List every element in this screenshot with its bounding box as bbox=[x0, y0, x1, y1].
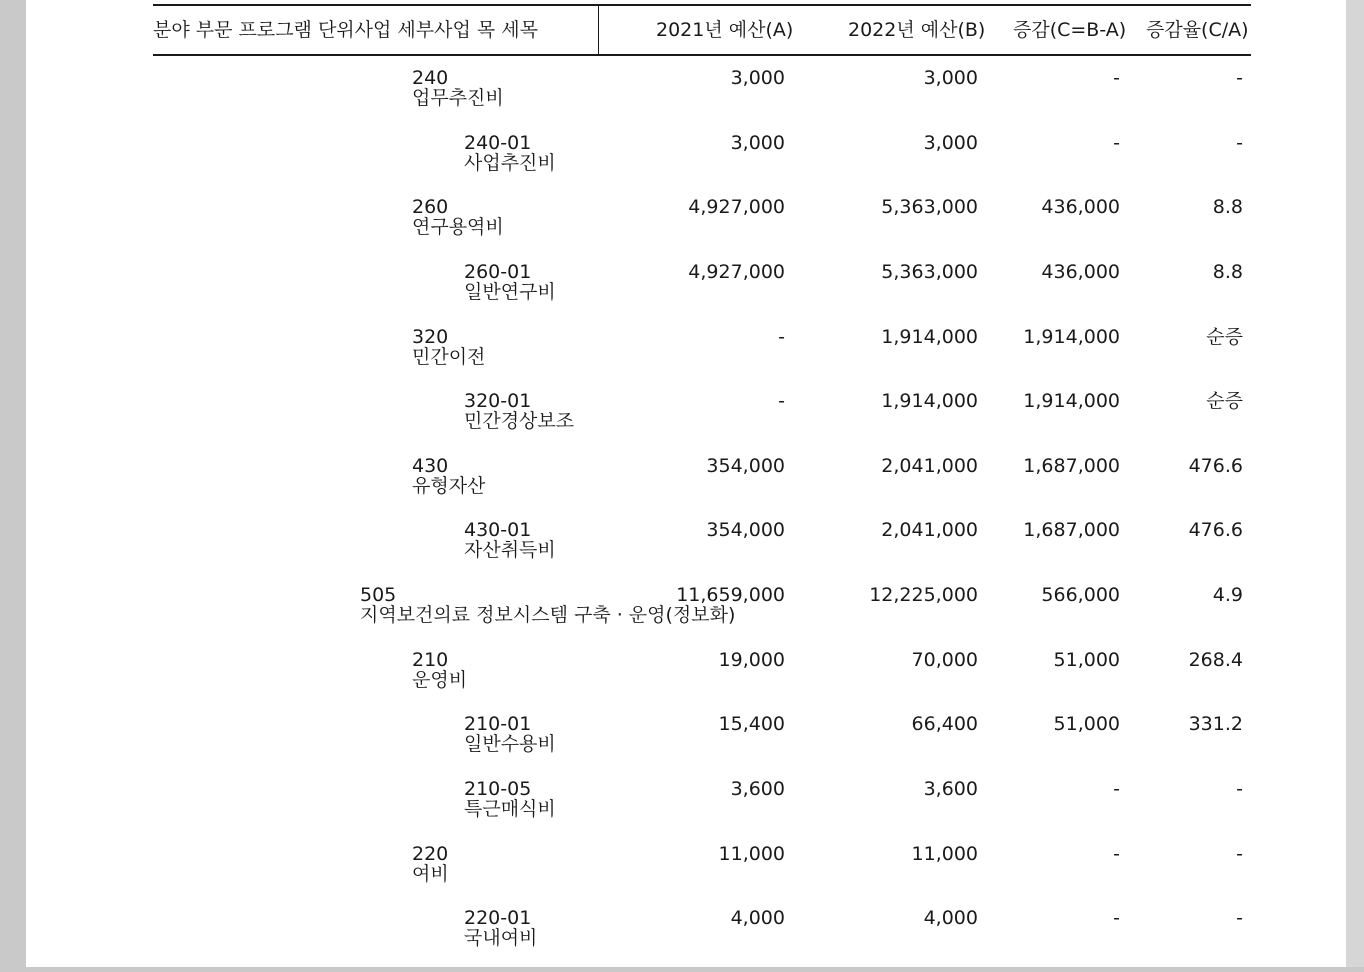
row-name: 유형자산 bbox=[412, 475, 486, 497]
row-code: 240 bbox=[412, 67, 449, 89]
header-change: 증감(C=B-A) bbox=[1013, 19, 1127, 41]
row-change-value: 436,000 bbox=[1041, 196, 1120, 218]
row-name: 일반연구비 bbox=[464, 281, 556, 303]
row-2021-value: 15,400 bbox=[718, 713, 785, 735]
row-2022-value: 1,914,000 bbox=[881, 326, 978, 348]
row-change-value: 436,000 bbox=[1041, 261, 1120, 283]
row-2021-value: 3,600 bbox=[730, 778, 785, 800]
row-2021-value: 4,927,000 bbox=[688, 261, 785, 283]
row-name: 일반수용비 bbox=[464, 733, 556, 755]
row-rate-value: - bbox=[1236, 778, 1243, 800]
table-header bbox=[153, 4, 1251, 56]
row-name: 사업추진비 bbox=[464, 152, 556, 174]
row-code: 430 bbox=[412, 455, 449, 477]
row-name: 민간이전 bbox=[412, 346, 486, 368]
row-change-value: 1,914,000 bbox=[1023, 326, 1120, 348]
table-row bbox=[26, 779, 1346, 843]
row-change-value: - bbox=[1113, 132, 1120, 154]
viewer-scroll-edge bbox=[1346, 0, 1364, 967]
row-2022-value: 1,914,000 bbox=[881, 390, 978, 412]
row-2021-value: 354,000 bbox=[706, 519, 785, 541]
header-divider bbox=[598, 6, 599, 54]
row-2021-value: - bbox=[778, 326, 785, 348]
row-rate-value: 순증 bbox=[1206, 390, 1243, 412]
document-page bbox=[26, 0, 1346, 967]
row-name: 운영비 bbox=[412, 669, 468, 691]
row-change-value: - bbox=[1113, 907, 1120, 929]
row-2022-value: 66,400 bbox=[911, 713, 978, 735]
row-code: 210-01 bbox=[464, 713, 532, 735]
row-code: 320 bbox=[412, 326, 449, 348]
row-2022-value: 5,363,000 bbox=[881, 196, 978, 218]
table-row bbox=[26, 714, 1346, 778]
row-code: 210 bbox=[412, 649, 449, 671]
row-rate-value: - bbox=[1236, 843, 1243, 865]
row-change-value: - bbox=[1113, 67, 1120, 89]
row-rate-value: - bbox=[1236, 67, 1243, 89]
header-2022-budget: 2022년 예산(B) bbox=[848, 19, 986, 41]
table-row bbox=[26, 844, 1346, 908]
row-code: 320-01 bbox=[464, 390, 532, 412]
row-name: 여비 bbox=[412, 863, 449, 885]
row-2022-value: 4,000 bbox=[923, 907, 978, 929]
row-2021-value: 4,000 bbox=[730, 907, 785, 929]
row-2022-value: 12,225,000 bbox=[869, 584, 978, 606]
row-change-value: 566,000 bbox=[1041, 584, 1120, 606]
row-code: 210-05 bbox=[464, 778, 532, 800]
row-2022-value: 3,000 bbox=[923, 67, 978, 89]
row-name: 연구용역비 bbox=[412, 216, 504, 238]
row-2022-value: 11,000 bbox=[911, 843, 978, 865]
table-row bbox=[26, 327, 1346, 391]
table-row bbox=[26, 650, 1346, 714]
row-name: 자산취득비 bbox=[464, 539, 556, 561]
row-change-value: - bbox=[1113, 843, 1120, 865]
row-2022-value: 5,363,000 bbox=[881, 261, 978, 283]
table-row bbox=[26, 133, 1346, 197]
table-row bbox=[26, 262, 1346, 326]
row-2021-value: 11,000 bbox=[718, 843, 785, 865]
row-2021-value: - bbox=[778, 390, 785, 412]
row-change-value: 1,687,000 bbox=[1023, 455, 1120, 477]
row-code: 240-01 bbox=[464, 132, 532, 154]
row-rate-value: 331.2 bbox=[1188, 713, 1243, 735]
row-rate-value: - bbox=[1236, 907, 1243, 929]
row-change-value: - bbox=[1113, 778, 1120, 800]
row-change-value: 1,687,000 bbox=[1023, 519, 1120, 541]
row-code: 505 bbox=[360, 584, 397, 606]
row-2021-value: 3,000 bbox=[730, 67, 785, 89]
row-name: 민간경상보조 bbox=[464, 410, 575, 432]
row-code: 260 bbox=[412, 196, 449, 218]
header-2021-budget: 2021년 예산(A) bbox=[656, 19, 794, 41]
row-2022-value: 2,041,000 bbox=[881, 455, 978, 477]
row-2021-value: 354,000 bbox=[706, 455, 785, 477]
table-row bbox=[26, 908, 1346, 972]
row-2021-value: 4,927,000 bbox=[688, 196, 785, 218]
row-rate-value: 8.8 bbox=[1212, 261, 1243, 283]
table-row bbox=[26, 197, 1346, 261]
header-change-rate: 증감율(C/A) bbox=[1146, 19, 1249, 41]
row-change-value: 1,914,000 bbox=[1023, 390, 1120, 412]
row-name: 업무추진비 bbox=[412, 87, 504, 109]
row-code: 430-01 bbox=[464, 519, 532, 541]
row-rate-value: 4.9 bbox=[1212, 584, 1243, 606]
table-row bbox=[26, 520, 1346, 584]
row-2021-value: 19,000 bbox=[718, 649, 785, 671]
row-name: 국내여비 bbox=[464, 927, 538, 949]
table-row bbox=[26, 585, 1346, 649]
row-code: 220-01 bbox=[464, 907, 532, 929]
row-2022-value: 2,041,000 bbox=[881, 519, 978, 541]
row-code: 260-01 bbox=[464, 261, 532, 283]
table-row bbox=[26, 456, 1346, 520]
row-rate-value: 476.6 bbox=[1188, 519, 1243, 541]
row-2022-value: 3,000 bbox=[923, 132, 978, 154]
row-name: 특근매식비 bbox=[464, 798, 556, 820]
row-2021-value: 3,000 bbox=[730, 132, 785, 154]
row-change-value: 51,000 bbox=[1053, 649, 1120, 671]
header-hierarchy: 분야 부문 프로그램 단위사업 세부사업 목 세목 bbox=[153, 19, 538, 41]
row-code: 220 bbox=[412, 843, 449, 865]
row-name: 지역보건의료 정보시스템 구축 · 운영(정보화) bbox=[360, 604, 736, 626]
table-row bbox=[26, 391, 1346, 455]
row-rate-value: 268.4 bbox=[1188, 649, 1243, 671]
row-2022-value: 70,000 bbox=[911, 649, 978, 671]
table-row bbox=[26, 68, 1346, 132]
row-rate-value: 476.6 bbox=[1188, 455, 1243, 477]
row-rate-value: 8.8 bbox=[1212, 196, 1243, 218]
row-2021-value: 11,659,000 bbox=[676, 584, 785, 606]
row-2022-value: 3,600 bbox=[923, 778, 978, 800]
row-change-value: 51,000 bbox=[1053, 713, 1120, 735]
row-rate-value: - bbox=[1236, 132, 1243, 154]
row-rate-value: 순증 bbox=[1206, 326, 1243, 348]
